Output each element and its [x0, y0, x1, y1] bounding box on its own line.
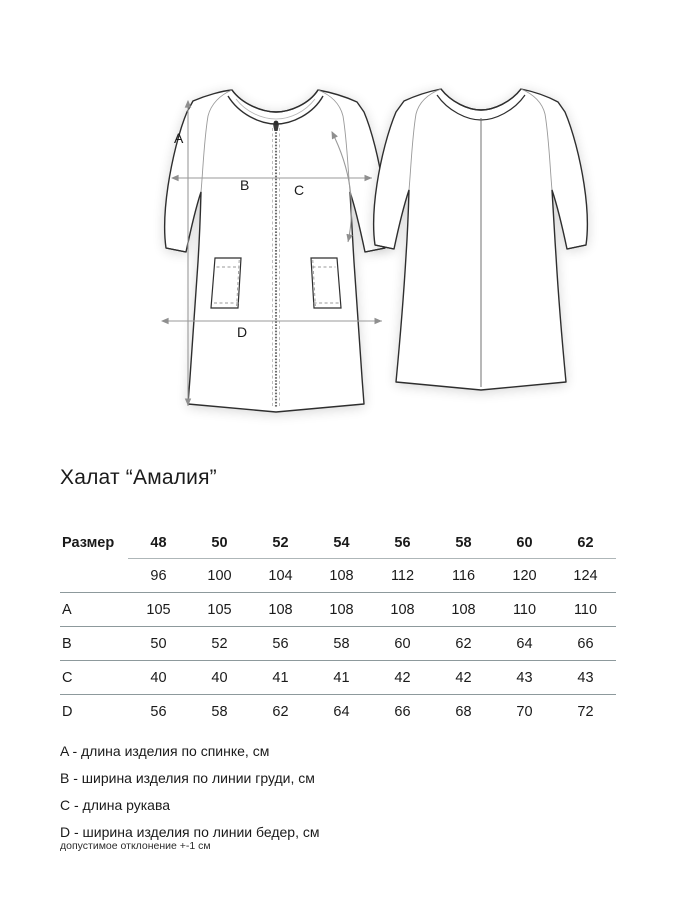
back-view — [374, 89, 588, 390]
table-cell: 42 — [372, 661, 433, 695]
table-header-row — [60, 528, 616, 559]
header-size-56: 56 — [372, 528, 433, 559]
table-cell: 104 — [250, 559, 311, 593]
table-cell: 66 — [394, 703, 411, 720]
table-cell: 124 — [555, 559, 616, 593]
table-row — [60, 627, 616, 661]
tolerance-note: допустимое отклонение +-1 см — [60, 840, 211, 852]
header-size-50: 50 — [189, 528, 250, 559]
table-cell: 64 — [333, 703, 350, 720]
table-cell: 72 — [577, 703, 594, 720]
dimension-label-d: D — [237, 324, 248, 340]
header-size-label: Размер — [62, 535, 115, 552]
table-cell: 62 — [433, 627, 494, 661]
row-label — [60, 559, 128, 593]
table-cell: 68 — [455, 703, 472, 720]
front-view — [165, 90, 387, 412]
table-cell: 41 — [311, 661, 372, 695]
page-title: Халат “Амалия” — [60, 466, 217, 489]
legend-line-a: A - длина изделия по спинке, см — [60, 743, 270, 759]
header-size-54: 54 — [311, 528, 372, 559]
table-cell: 41 — [250, 661, 311, 695]
table-cell: 116 — [433, 559, 494, 593]
table-cell: 50 — [128, 627, 189, 661]
table-cell: 43 — [555, 661, 616, 695]
table-cell: 58 — [211, 703, 228, 720]
table-cell: 43 — [494, 661, 555, 695]
row-label: C — [60, 661, 128, 695]
pocket-left — [211, 258, 241, 308]
table-cell: 108 — [372, 593, 433, 627]
header-size-60: 60 — [494, 528, 555, 559]
table-row — [60, 661, 616, 695]
dimension-label-c: C — [294, 182, 305, 198]
legend-line-b: B - ширина изделия по линии груди, см — [60, 770, 315, 786]
table-cell: 66 — [555, 627, 616, 661]
table-cell: 110 — [555, 593, 616, 627]
row-label: B — [60, 627, 128, 661]
header-size-48: 48 — [128, 528, 189, 559]
row-label: D — [62, 703, 73, 720]
table-row — [60, 559, 616, 593]
table-cell: 108 — [311, 559, 372, 593]
table-cell: 58 — [311, 627, 372, 661]
table-cell: 40 — [189, 661, 250, 695]
dimension-label-a: A — [174, 130, 184, 146]
header-size-52: 52 — [250, 528, 311, 559]
table-cell: 56 — [150, 703, 167, 720]
table-cell: 108 — [433, 593, 494, 627]
table-cell: 70 — [516, 703, 533, 720]
table-cell: 108 — [250, 593, 311, 627]
table-cell: 60 — [372, 627, 433, 661]
table-cell: 64 — [494, 627, 555, 661]
measurement-legend — [60, 738, 620, 846]
size-chart-table — [60, 528, 616, 728]
table-cell: 100 — [189, 559, 250, 593]
table-cell: 56 — [250, 627, 311, 661]
pocket-right — [311, 258, 341, 308]
header-size-62: 62 — [555, 528, 616, 559]
table-cell: 40 — [128, 661, 189, 695]
legend-line-d: D - ширина изделия по линии бедер, см — [60, 824, 320, 840]
table-cell: 42 — [433, 661, 494, 695]
table-row — [60, 695, 616, 729]
table-cell: 62 — [272, 703, 289, 720]
table-cell: 108 — [311, 593, 372, 627]
table-row — [60, 593, 616, 627]
table-cell: 105 — [128, 593, 189, 627]
header-size-58: 58 — [433, 528, 494, 559]
table-cell: 105 — [189, 593, 250, 627]
table-cell: 112 — [372, 559, 433, 593]
table-cell: 96 — [128, 559, 189, 593]
table-cell: 120 — [494, 559, 555, 593]
row-label: A — [60, 593, 128, 627]
legend-line-c: C - длина рукава — [60, 797, 171, 813]
dimension-label-b: B — [240, 177, 250, 193]
table-cell: 52 — [189, 627, 250, 661]
table-cell: 110 — [494, 593, 555, 627]
